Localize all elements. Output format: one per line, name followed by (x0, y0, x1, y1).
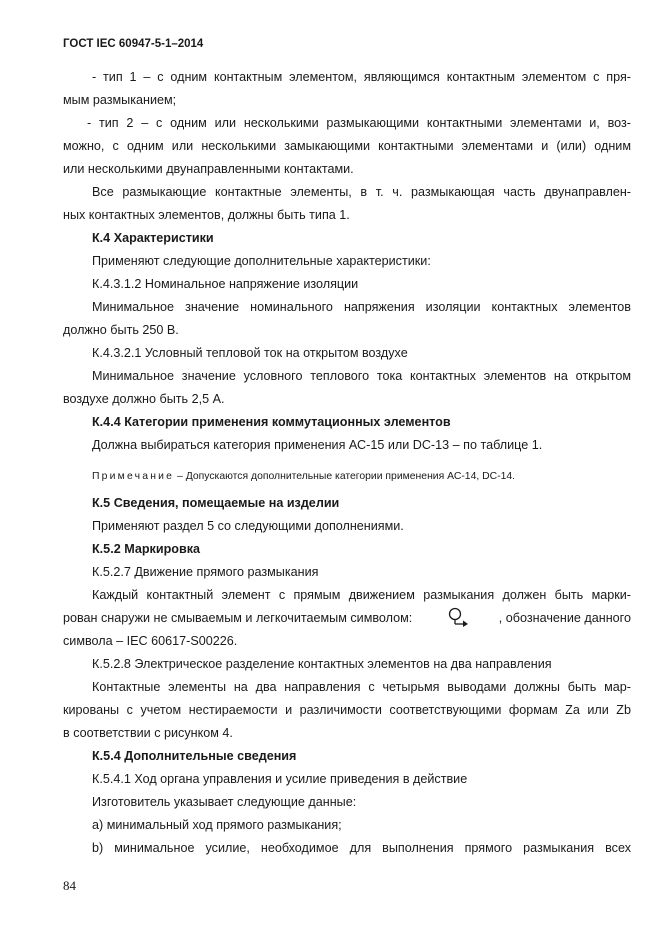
clause-heading: К.5.4.1 Ход органа управления и усилие приведения в действие (92, 772, 468, 786)
list-item: b) минимальное усилие, необходимое для выполнения прямого размыкания всех (92, 841, 631, 855)
text-line: Каждый контактный элемент с прямым движением размыкания должен быть марки- (92, 588, 631, 602)
text-line: символа – IEC 60617-S00226. (63, 634, 238, 648)
text-line: Применяют следующие дополнительные характеристики: (92, 254, 431, 268)
clause-heading: К.5.2.7 Движение прямого размыкания (92, 565, 319, 579)
text-line: ных контактных элементов, должны быть типа 1. (63, 208, 350, 222)
section-heading-k54: К.5.4 Дополнительные сведения (92, 749, 297, 763)
text-line: Контактные элементы на два направления с четырьмя выводами должны быть мар- (92, 680, 631, 694)
note (63, 465, 631, 488)
note-label: Примечание (92, 471, 175, 482)
section-heading-k44: К.4.4 Категории применения коммутационных элементов (92, 415, 451, 429)
text-line: - тип 2 – с одним или несколькими размыкающими контактными элементами и, воз- (87, 116, 631, 130)
text-line: или несколькими двунаправленными контактами. (63, 162, 354, 176)
page-number: 84 (63, 878, 76, 893)
list-item: а) минимальный ход прямого размыкания; (92, 818, 342, 832)
text-line: кированы с учетом нестираемости и различимости соответствующими формам Za или Zb (63, 703, 631, 717)
section-heading-k5: К.5 Сведения, помещаемые на изделии (92, 496, 340, 510)
section-heading-k52: К.5.2 Маркировка (92, 542, 201, 556)
text-line: должно быть 250 В. (63, 323, 179, 337)
text-segment: рован снаружи не смываемым и легкочитаемым символом: (63, 611, 413, 625)
text-line: мым размыканием; (63, 93, 177, 107)
clause-heading: К.5.2.8 Электрическое разделение контактных элементов на два направления (92, 657, 552, 671)
note-text: – Допускаются дополнительные категории применения АС-14, DC-14. (174, 471, 516, 482)
text-line: в соответствии с рисунком 4. (63, 726, 233, 740)
text-line: можно, с одним или несколькими замыкающими контактными элементами и (или) одним (63, 139, 631, 153)
text-line: Минимальное значение условного теплового тока контактных элементов на открытом (92, 369, 631, 383)
text-line: Все размыкающие контактные элементы, в т. ч. размыкающая часть двунаправлен- (92, 185, 631, 199)
text-line: Применяют раздел 5 со следующими дополнениями. (92, 519, 404, 533)
text-line: Минимальное значение номинального напряжения изоляции контактных элементов (92, 300, 631, 314)
document-body (63, 66, 631, 860)
text-line: воздухе должно быть 2,5 А. (63, 392, 225, 406)
text-line: Должна выбираться категория применения АС-15 или DC-13 – по таблице 1. (92, 438, 543, 452)
text-line: Изготовитель указывает следующие данные: (92, 795, 357, 809)
text-line-with-symbol (63, 607, 631, 630)
section-heading-k4: К.4 Характеристики (92, 231, 214, 245)
clause-heading: К.4.3.1.2 Номинальное напряжение изоляции (92, 277, 359, 291)
text-segment: , обозначение данного (498, 611, 631, 625)
standard-header: ГОСТ IEC 60947-5-1–2014 (63, 38, 204, 50)
text-line: - тип 1 – с одним контактным элементом, являющимся контактным элементом с пря- (92, 70, 631, 84)
clause-heading: К.4.3.2.1 Условный тепловой ток на открытом воздухе (92, 346, 408, 360)
positive-opening-symbol-icon (447, 607, 469, 627)
